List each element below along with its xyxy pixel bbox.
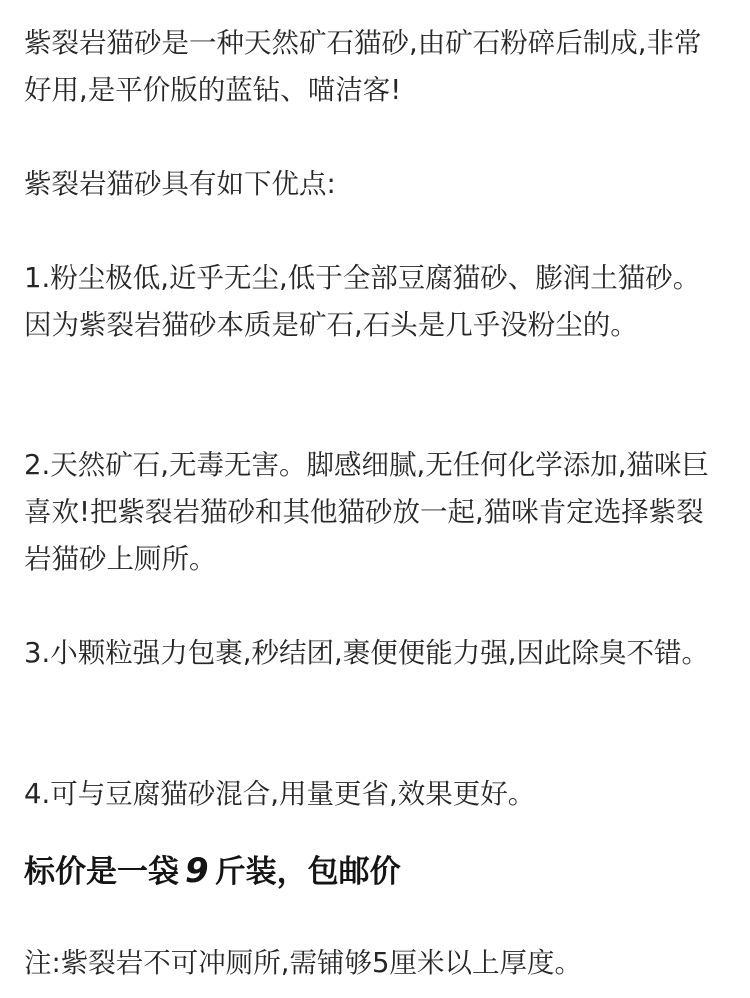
intro-paragraph: 紫裂岩猫砂是一种天然矿石猫砂,由矿石粉碎后制成,非常好用,是平价版的蓝钻、喵洁客! bbox=[24, 27, 702, 106]
note-paragraph: 注:紫裂岩不可冲厕所,需铺够5厘米以上厚度。 bbox=[24, 947, 583, 979]
advantages-intro: 紫裂岩猫砂具有如下优点: bbox=[24, 168, 336, 200]
price-heading-number: 9 bbox=[185, 851, 209, 891]
price-heading-suffix: 斤装，包邮价 bbox=[214, 854, 401, 890]
advantage-point-2: 2.天然矿石,无毒无害。脚感细腻,无任何化学添加,猫咪巨喜欢!把紫裂岩猫砂和其他猫砂放一起,猫咪肯定选择紫裂岩猫砂上厕所。 bbox=[24, 449, 709, 575]
price-heading bbox=[24, 849, 724, 894]
advantage-point-4: 4.可与豆腐猫砂混合,用量更省,效果更好。 bbox=[24, 778, 536, 810]
advantage-point-1: 1.粉尘极低,近乎无尘,低于全部豆腐猫砂、膨润土猫砂。因为紫裂岩猫砂本质是矿石,石头是几乎没粉尘的。 bbox=[24, 262, 701, 341]
advantage-point-3: 3.小颗粒强力包裹,秒结团,裹便便能力强,因此除臭不错。 bbox=[24, 637, 709, 669]
price-heading-prefix: 标价是一袋 bbox=[24, 854, 179, 890]
